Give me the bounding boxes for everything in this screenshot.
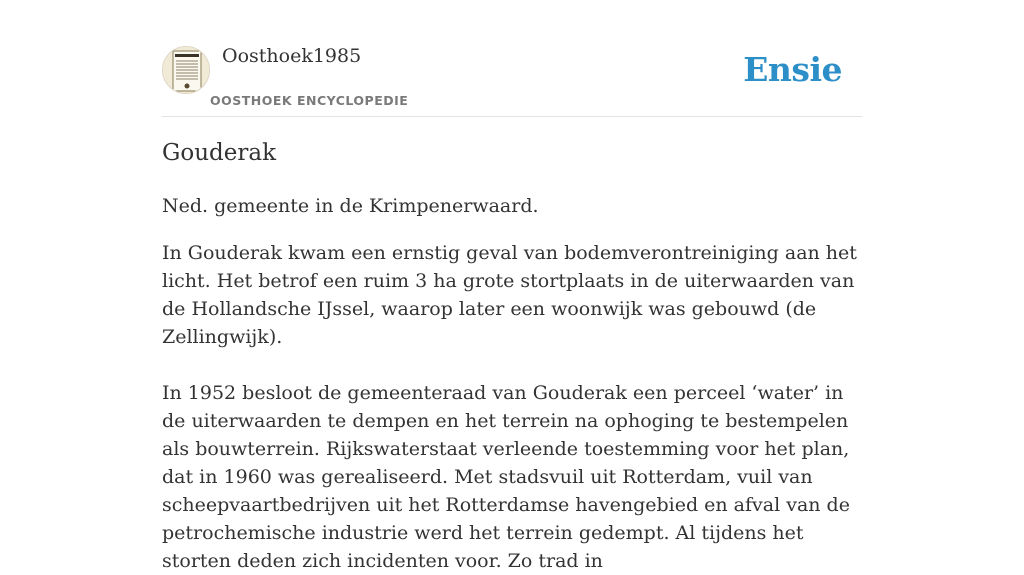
site-logo[interactable]: Ensie bbox=[743, 50, 842, 89]
article-title: Gouderak bbox=[162, 140, 277, 166]
site-header bbox=[162, 0, 862, 117]
source-label[interactable]: OOSTHOEK ENCYCLOPEDIE bbox=[210, 93, 409, 108]
author-name[interactable]: Oosthoek1985 bbox=[222, 45, 362, 67]
article-intro: Ned. gemeente in de Krimpenerwaard. bbox=[162, 195, 539, 217]
article-paragraph: In Gouderak kwam een ernstig geval van bodemverontreiniging aan het licht. Het betrof een ruim 3 ha grote stortplaats in de uiterwaarden van de Hollandsche IJssel, waarop later een woonwijk was gebouwd (de Zellingwijk). bbox=[162, 242, 857, 348]
article-paragraph: In 1952 besloot de gemeenteraad van Gouderak een perceel ‘water’ in de uiterwaarden te dempen en het terrein na ophoging te bestempelen als bouwterrein. Rijkswaterstaat verleende toestemming voor het plan, dat in 1960 was gerealiseerd. Met stadsvuil uit Rotterdam, vuil van scheepvaartbedrijven uit het Rotterdamse havengebied en afval van de petrochemische industrie werd het terrein gedempt. Al tijdens het storten deden zich incidenten voor. Zo trad in bbox=[162, 382, 850, 572]
encyclopedia-cover-icon[interactable] bbox=[162, 46, 210, 94]
article-body bbox=[162, 192, 872, 575]
